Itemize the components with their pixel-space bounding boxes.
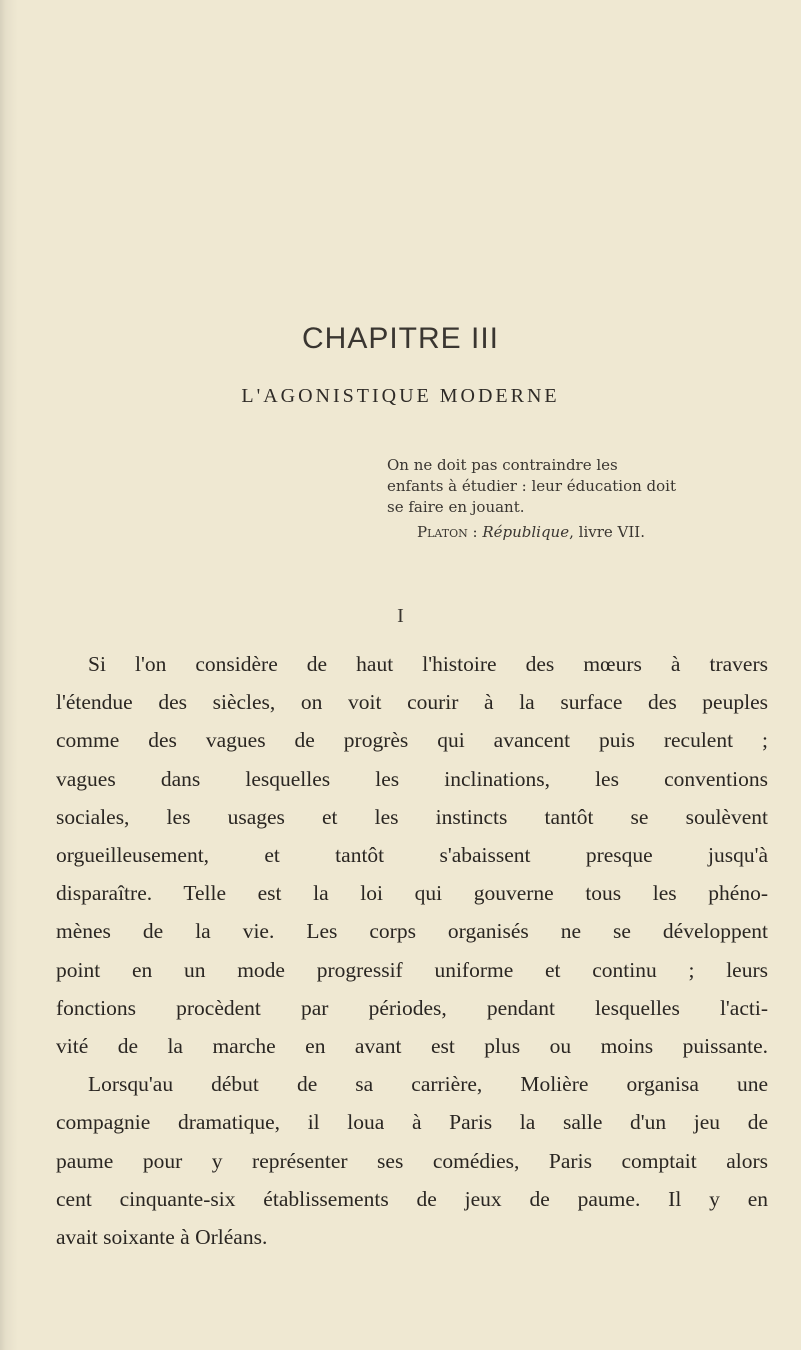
body-line: point en un mode progressif uniforme et continu ; leurs — [56, 957, 768, 982]
chapter-subtitle: L'AGONISTIQUE MODERNE — [241, 385, 560, 407]
epigraph — [387, 455, 767, 543]
epigraph-attribution — [387, 522, 767, 543]
body-line: disparaître. Telle est la loi qui gouverne tous les phéno- — [56, 881, 768, 906]
body-line: avait soixante à Orléans. — [56, 1225, 268, 1250]
body-line: paume pour y représenter ses comédies, Paris comptait alors — [56, 1148, 768, 1173]
body-line: vité de la marche en avant est plus ou moins puissante. — [56, 1034, 768, 1059]
chapter-title: CHAPITRE III — [301, 322, 500, 355]
body-line: sociales, les usages et les instincts tantôt se soulèvent — [56, 804, 768, 829]
epigraph-line: se faire en jouant. — [387, 498, 525, 516]
body-line: l'étendue des siècles, on voit courir à la surface des peuples — [56, 690, 768, 715]
body-line: Si l'on considère de haut l'histoire des mœurs à travers — [88, 652, 768, 676]
epigraph-author: Platon — [417, 523, 468, 541]
body-line: mènes de la vie. Les corps organisés ne se développent — [56, 919, 768, 944]
body-paragraph — [56, 645, 768, 1256]
body-line: vagues dans lesquelles les inclinations, les conventions — [56, 766, 768, 791]
epigraph-line: enfants à étudier : leur éducation doit — [387, 477, 676, 495]
epigraph-work: République — [482, 523, 570, 541]
body-line: Lorsqu'au début de sa carrière, Molière organisa une — [88, 1072, 768, 1097]
epigraph-quote — [387, 455, 767, 518]
body-line: fonctions procèdent par périodes, pendant lesquelles l'acti- — [56, 995, 768, 1020]
section-number: I — [397, 605, 404, 627]
epigraph-separator: : — [467, 523, 483, 541]
body-line: compagnie dramatique, il loua à Paris la salle d'un jeu de — [56, 1110, 768, 1135]
body-line: orgueilleusement, et tantôt s'abaissent presque jusqu'à — [56, 843, 768, 868]
epigraph-line: On ne doit pas contraindre les — [387, 456, 618, 474]
body-line: cent cinquante-six établissements de jeux de paume. Il y en — [56, 1186, 768, 1211]
body-line: comme des vagues de progrès qui avancent puis reculent ; — [56, 728, 768, 753]
epigraph-reference: , livre VII. — [569, 523, 645, 541]
